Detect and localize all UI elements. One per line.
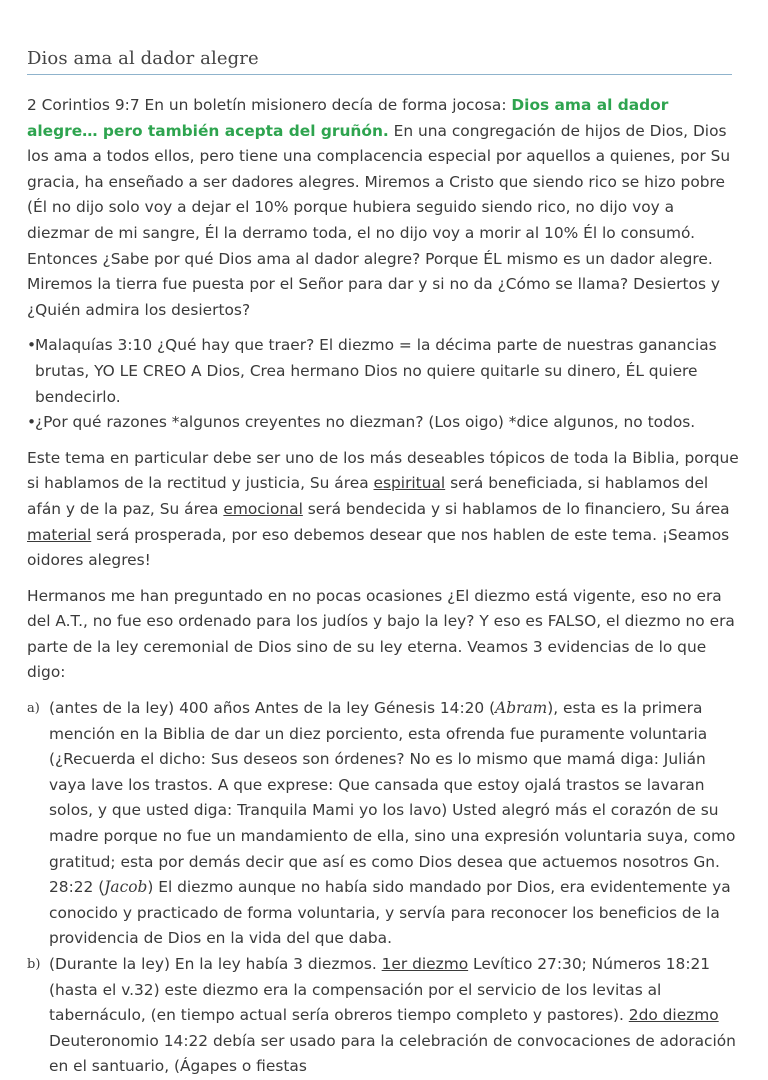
list-item — [27, 696, 739, 952]
list-marker: a) — [27, 701, 40, 717]
bullet-icon: • — [27, 413, 37, 432]
list-marker: b) — [27, 957, 41, 972]
list-item — [27, 410, 739, 436]
topic-text: será bendecida y si hablamos de lo financiero, Su área — [302, 499, 730, 518]
intro-lead: 2 Corintios 9:7 En un boletín misionero decía de forma jocosa: — [27, 96, 512, 114]
title-divider — [27, 74, 732, 75]
intro-rest: En una congregación de hijos de Dios, Dios los ama a todos ellos, pero tiene una complacencia especial por aquellos a quienes, por Su gracia, ha enseñado a ser dadores alegres. Miremos a Cristo que siendo rico se hizo pobre (Él no dijo solo voy a dejar el 10% porque hubiera seguido siendo rico, no dijo voy a diezmar de mi sangre, Él la derramo toda, el no dijo voy a morir al 10% Él lo consumó. Entonces ¿Sabe por qué Dios ama al dador alegre? Porque ÉL mismo es un dador alegre. Miremos la tierra fue puesta por el Señor para dar y si no da ¿Cómo se llama? Desiertos y ¿Quién admira los desiertos? — [27, 121, 731, 319]
list-item — [27, 952, 739, 1080]
topic-text: Este tema en particular debe ser uno de los más deseables tópicos de toda la Biblia, porque si hablamos de la rectitud y justicia, Su área — [27, 448, 739, 493]
bullet-list — [27, 333, 739, 435]
underlined-term: 1er diezmo — [381, 955, 469, 973]
underlined-term: emocional — [223, 499, 303, 518]
question-paragraph: Hermanos me han preguntado en no pocas ocasiones ¿El diezmo está vigente, eso no era del A.T., no fue eso ordenado para los judíos y bajo la ley? Y eso es FALSO, el diezmo no era parte de la ley ceremonial de Dios sino de su ley eterna. Veamos 3 evidencias de lo que digo: — [27, 586, 735, 682]
italic-name: Jacob — [104, 878, 148, 897]
intro-paragraph — [27, 93, 739, 323]
list-item — [27, 333, 739, 410]
bullet-icon: • — [27, 336, 37, 355]
item-text: ), esta es la primera mención en la Biblia de dar un diez porciento, esta ofrenda fue puramente voluntaria (¿Recuerda el dicho: Sus deseos son órdenes? No es lo mismo que mamá diga: Julián vaya lave los trastos. A que exprese: Que cansada que estoy ojalá trastos se lavaran solos, y que usted diga: Tranquila Mami yo los lavo) Usted alegró más el corazón de su madre porque no fue un mandamiento de ella, sino una expresión voluntaria suya, como gratitud; esta por demás decir que así es como Dios desea que actuemos nosotros Gn. 28:22 ( — [49, 699, 736, 897]
intro-highlight: Dios ama al dador alegre… pero también acepta del gruñón. — [27, 96, 669, 140]
item-text: ) El diezmo aunque no había sido mandado por Dios, era evidentemente ya conocido y practicado de forma voluntaria, y servía para reconocer los beneficios de la providencia de Dios en la vida del que daba. — [49, 878, 731, 948]
item-text: Levítico 27:30; Números 18:21 (hasta el v.32) este diezmo era la compensación por el servicio de los levitas al tabernáculo, (en tiempo actual sería obreros tiempo completo y pastores). — [49, 955, 711, 1025]
item-text: (Durante la ley) En la ley había 3 diezmos. — [49, 955, 382, 973]
item-text: Deuteronomio 14:22 debía ser usado para la celebración de convocaciones de adoración en el santuario, (Ágapes o fiestas — [49, 1031, 736, 1076]
bullet-text: ¿Por qué razones *algunos creyentes no diezman? (Los oigo) *dice algunos, no todos. — [35, 413, 696, 432]
underlined-term: espiritual — [373, 474, 446, 493]
document-body — [27, 93, 739, 1080]
bullet-text: Malaquías 3:10 ¿Qué hay que traer? El diezmo = la décima parte de nuestras ganancias brutas, YO LE CREO A Dios, Crea hermano Dios no quiere quitarle su dinero, ÉL quiere bendecirlo. — [35, 336, 717, 406]
topic-text: será beneficiada, si hablamos del afán y de la paz, Su área — [27, 474, 709, 518]
page-title: Dios ama al dador alegre — [27, 48, 259, 69]
underlined-term: material — [27, 525, 92, 544]
underlined-term: 2do diezmo — [628, 1006, 719, 1025]
item-text: (antes de la ley) 400 años Antes de la ley Génesis 14:20 ( — [49, 699, 496, 718]
italic-name: Abram — [495, 699, 548, 718]
evidence-list — [27, 696, 739, 1080]
topic-paragraph — [27, 446, 739, 574]
topic-text: será prosperada, por eso debemos desear que nos hablen de este tema. ¡Seamos oidores alegres! — [27, 525, 730, 570]
